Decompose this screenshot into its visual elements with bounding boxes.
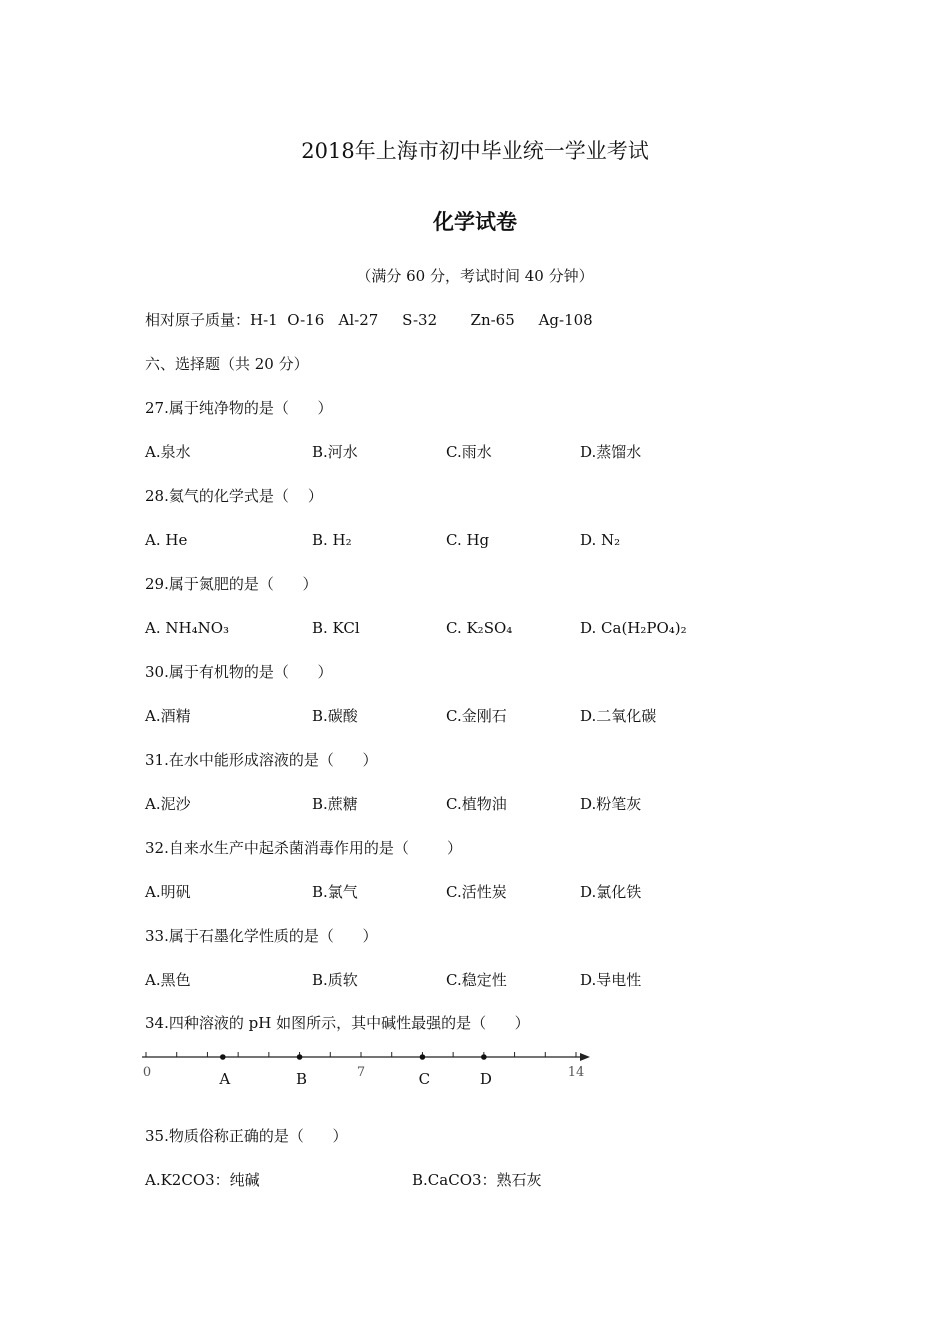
q31-option-c: C.植物油 xyxy=(446,795,507,813)
q33-option-c: C.稳定性 xyxy=(446,971,507,989)
ph-point-label-d: D xyxy=(479,1070,492,1088)
q30-option-b: B.碳酸 xyxy=(312,707,358,725)
question-31-stem: 31.在水中能形成溶液的是（ ） xyxy=(145,751,378,769)
q32-option-d: D.氯化铁 xyxy=(580,883,642,901)
q30-option-d: D.二氧化碳 xyxy=(580,707,657,725)
exam-title: 2018年上海市初中毕业统一学业考试 xyxy=(301,139,649,163)
q30-option-c: C.金刚石 xyxy=(446,707,507,725)
question-27-stem: 27.属于纯净物的是（ ） xyxy=(145,399,333,417)
ph-point-c xyxy=(420,1054,426,1060)
q28-option-d: D. N₂ xyxy=(580,531,621,549)
q28-option-b: B. H₂ xyxy=(312,531,352,549)
question-33-stem: 33.属于石墨化学性质的是（ ） xyxy=(145,927,378,945)
q31-option-d: D.粉笔灰 xyxy=(580,795,642,813)
q32-option-b: B.氯气 xyxy=(312,883,358,901)
ph-scale-figure xyxy=(140,1045,600,1095)
q30-option-a: A.酒精 xyxy=(145,707,191,725)
question-32-stem: 32.自来水生产中起杀菌消毒作用的是（ ） xyxy=(145,839,463,857)
q28-option-a: A. He xyxy=(145,531,188,549)
q35-option-b: B.CaCO3：熟石灰 xyxy=(412,1171,542,1189)
ph-tick-label: 0 xyxy=(142,1065,152,1080)
q33-option-b: B.质软 xyxy=(312,971,358,989)
q29-option-b: B. KCl xyxy=(312,619,360,637)
question-35-stem: 35.物质俗称正确的是（ ） xyxy=(145,1127,348,1145)
q35-option-a: A.K2CO3：纯碱 xyxy=(145,1171,260,1189)
q27-option-a: A.泉水 xyxy=(145,443,191,461)
q31-option-b: B.蔗糖 xyxy=(312,795,358,813)
ph-point-b xyxy=(297,1054,303,1060)
q29-option-a: A. NH₄NO₃ xyxy=(145,619,230,637)
q27-option-b: B.河水 xyxy=(312,443,358,461)
q27-option-d: D.蒸馏水 xyxy=(580,443,642,461)
ph-axis-arrow xyxy=(580,1053,590,1061)
q29-option-d: D. Ca(H₂PO₄)₂ xyxy=(580,619,687,637)
q31-option-a: A.泥沙 xyxy=(145,795,191,813)
question-28-stem: 28.氦气的化学式是（ ） xyxy=(145,487,323,505)
question-29-stem: 29.属于氮肥的是（ ） xyxy=(145,575,318,593)
question-30-stem: 30.属于有机物的是（ ） xyxy=(145,663,333,681)
ph-tick-label: 7 xyxy=(356,1065,366,1080)
q33-option-a: A.黑色 xyxy=(145,971,191,989)
ph-point-a xyxy=(220,1054,226,1060)
q32-option-a: A.明矾 xyxy=(145,883,191,901)
ph-point-d xyxy=(481,1054,487,1060)
q29-option-c: C. K₂SO₄ xyxy=(446,619,513,637)
q27-option-c: C.雨水 xyxy=(446,443,492,461)
question-34-stem: 34.四种溶液的 pH 如图所示，其中碱性最强的是（ ） xyxy=(145,1014,530,1032)
exam-info: （满分 60 分，考试时间 40 分钟） xyxy=(356,267,594,285)
ph-point-label-c: C xyxy=(418,1070,431,1088)
q33-option-d: D.导电性 xyxy=(580,971,642,989)
section-title: 六、选择题（共 20 分） xyxy=(145,355,309,373)
paper-title: 化学试卷 xyxy=(433,210,517,234)
ph-point-label-b: B xyxy=(296,1070,308,1088)
q28-option-c: C. Hg xyxy=(446,531,490,549)
ph-tick-label: 14 xyxy=(567,1065,585,1080)
ph-point-label-a: A xyxy=(219,1070,231,1088)
q32-option-c: C.活性炭 xyxy=(446,883,507,901)
atomic-masses: 相对原子质量：H-1 O-16 Al-27 S-32 Zn-65 Ag-108 xyxy=(145,311,593,329)
